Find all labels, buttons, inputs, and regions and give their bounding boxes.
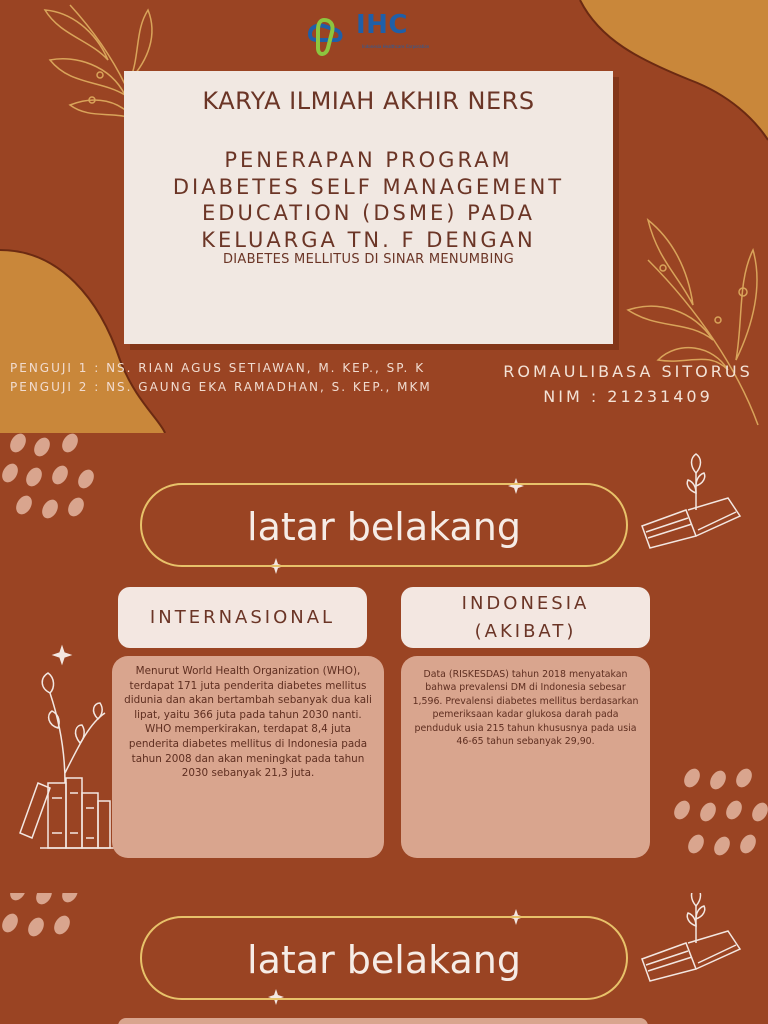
- tab-label-line: (AKIBAT): [474, 620, 577, 642]
- section-title: latar belakang: [247, 938, 521, 982]
- examiner-1: PENGUJI 1 : NS. RIAN AGUS SETIAWAN, M. KEP., SP. K: [10, 361, 426, 375]
- examiner-2: PENGUJI 2 : NS. GAUNG EKA RAMADHAN, S. KEP., MKM: [10, 380, 432, 394]
- author-name: ROMAULIBASA SITORUS: [503, 362, 753, 381]
- tab-label: INTERNASIONAL: [149, 606, 336, 628]
- title-line: EDUCATION (DSME) PADA: [202, 201, 535, 225]
- next-slide-partial: [0, 893, 768, 1024]
- background-slide: [0, 433, 768, 893]
- section-title: latar belakang: [247, 505, 521, 549]
- title-line: DIABETES SELF MANAGEMENT: [172, 174, 565, 199]
- title-line: KELUARGA TN. F DENGAN: [201, 227, 536, 252]
- logo-text: IHC: [356, 10, 409, 40]
- card-internasional: Menurut World Health Organization (WHO), terdapat 171 juta penderita diabetes mellitus didunia dan akan bertambah sebanyak dua kali lipat, yaitu 366 juta pada tahun 2030 nanti. WHO memperkirakan, terdapat 8,4 juta penderita diabetes mellitus di Indonesia pada tahun 2008 dan akan meningkat pada tahun 2030 sebanyak 21,3 juta.: [112, 656, 384, 858]
- cover-slide: [0, 0, 768, 433]
- thesis-heading: KARYA ILMIAH AKHIR NERS: [202, 87, 535, 115]
- card-partial: [118, 1018, 648, 1024]
- title-card: [124, 71, 613, 344]
- logo-tagline: Indonesia Healthcare Corporation: [362, 44, 430, 49]
- section-title-pill: [140, 483, 628, 567]
- author-nim: NIM : 21231409: [543, 387, 713, 406]
- thesis-title: [130, 147, 607, 253]
- ihc-logo-icon: [302, 12, 354, 64]
- card-indonesia: Data (RISKESDAS) tahun 2018 menyatakan bahwa prevalensi DM di Indonesia sebesar 1,596. Prevalensi diabetes mellitus berdasarkan pemeriksaan kadar glukosa darah pada penduduk usia 215 tahun khususnya pada usia 46-65 tahun sebanyak 29,90.: [401, 656, 650, 858]
- tab-label-line: INDONESIA: [461, 592, 590, 614]
- section-title-pill: [140, 916, 628, 1000]
- thesis-subtitle: DIABETES MELLITUS DI SINAR MENUMBING: [222, 252, 515, 267]
- tab-indonesia: [401, 587, 650, 648]
- tab-internasional: [118, 587, 367, 648]
- title-line: PENERAPAN PROGRAM: [224, 148, 513, 172]
